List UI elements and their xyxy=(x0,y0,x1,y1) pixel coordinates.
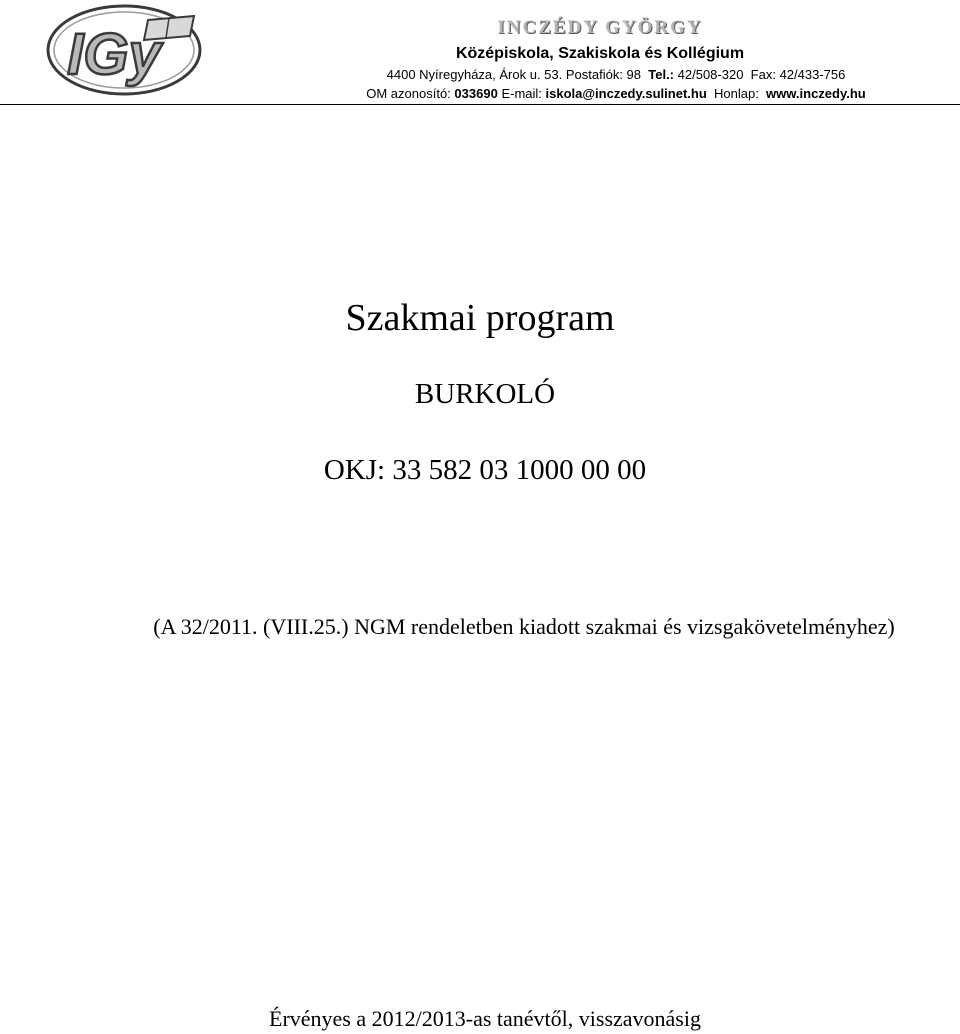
web-link[interactable]: www.inczedy.hu xyxy=(766,86,866,101)
web-label: Honlap: xyxy=(714,86,759,101)
school-name: INCZÉDY GYÖRGY xyxy=(497,17,703,38)
contact-line-online xyxy=(280,86,952,101)
profession-name: BURKOLÓ xyxy=(414,378,556,410)
letterhead xyxy=(0,0,960,106)
address-text: 4400 Nyíregyháza, Árok u. 53. Postafiók: 98 xyxy=(386,67,642,82)
email-label: E-mail: xyxy=(501,86,542,101)
email-link[interactable]: iskola@inczedy.sulinet.hu xyxy=(545,86,707,101)
fax-value: 42/433-756 xyxy=(779,67,846,82)
okj-code: OKJ: 33 582 03 1000 00 00 xyxy=(323,454,647,486)
om-label: OM azonosító: xyxy=(366,86,451,101)
logo-lettering: IGy xyxy=(67,22,161,87)
header-divider xyxy=(0,104,960,105)
tel-label: Tel.: xyxy=(648,67,675,82)
regulation-reference: (A 32/2011. (VIII.25.) NGM rendeletben kiadott szakmai és vizsgakövetelményhez) xyxy=(153,614,895,639)
validity-note: Érvényes a 2012/2013-as tanévtől, visszavonásig xyxy=(269,1006,701,1031)
document-title: Szakmai program xyxy=(345,297,615,339)
school-type: Középiskola, Szakiskola és Kollégium xyxy=(455,45,745,62)
school-logo xyxy=(44,2,204,98)
om-value: 033690 xyxy=(454,86,498,101)
contact-line-address xyxy=(280,67,952,82)
fax-label: Fax: xyxy=(750,67,776,82)
tel-value: 42/508-320 xyxy=(677,67,744,82)
